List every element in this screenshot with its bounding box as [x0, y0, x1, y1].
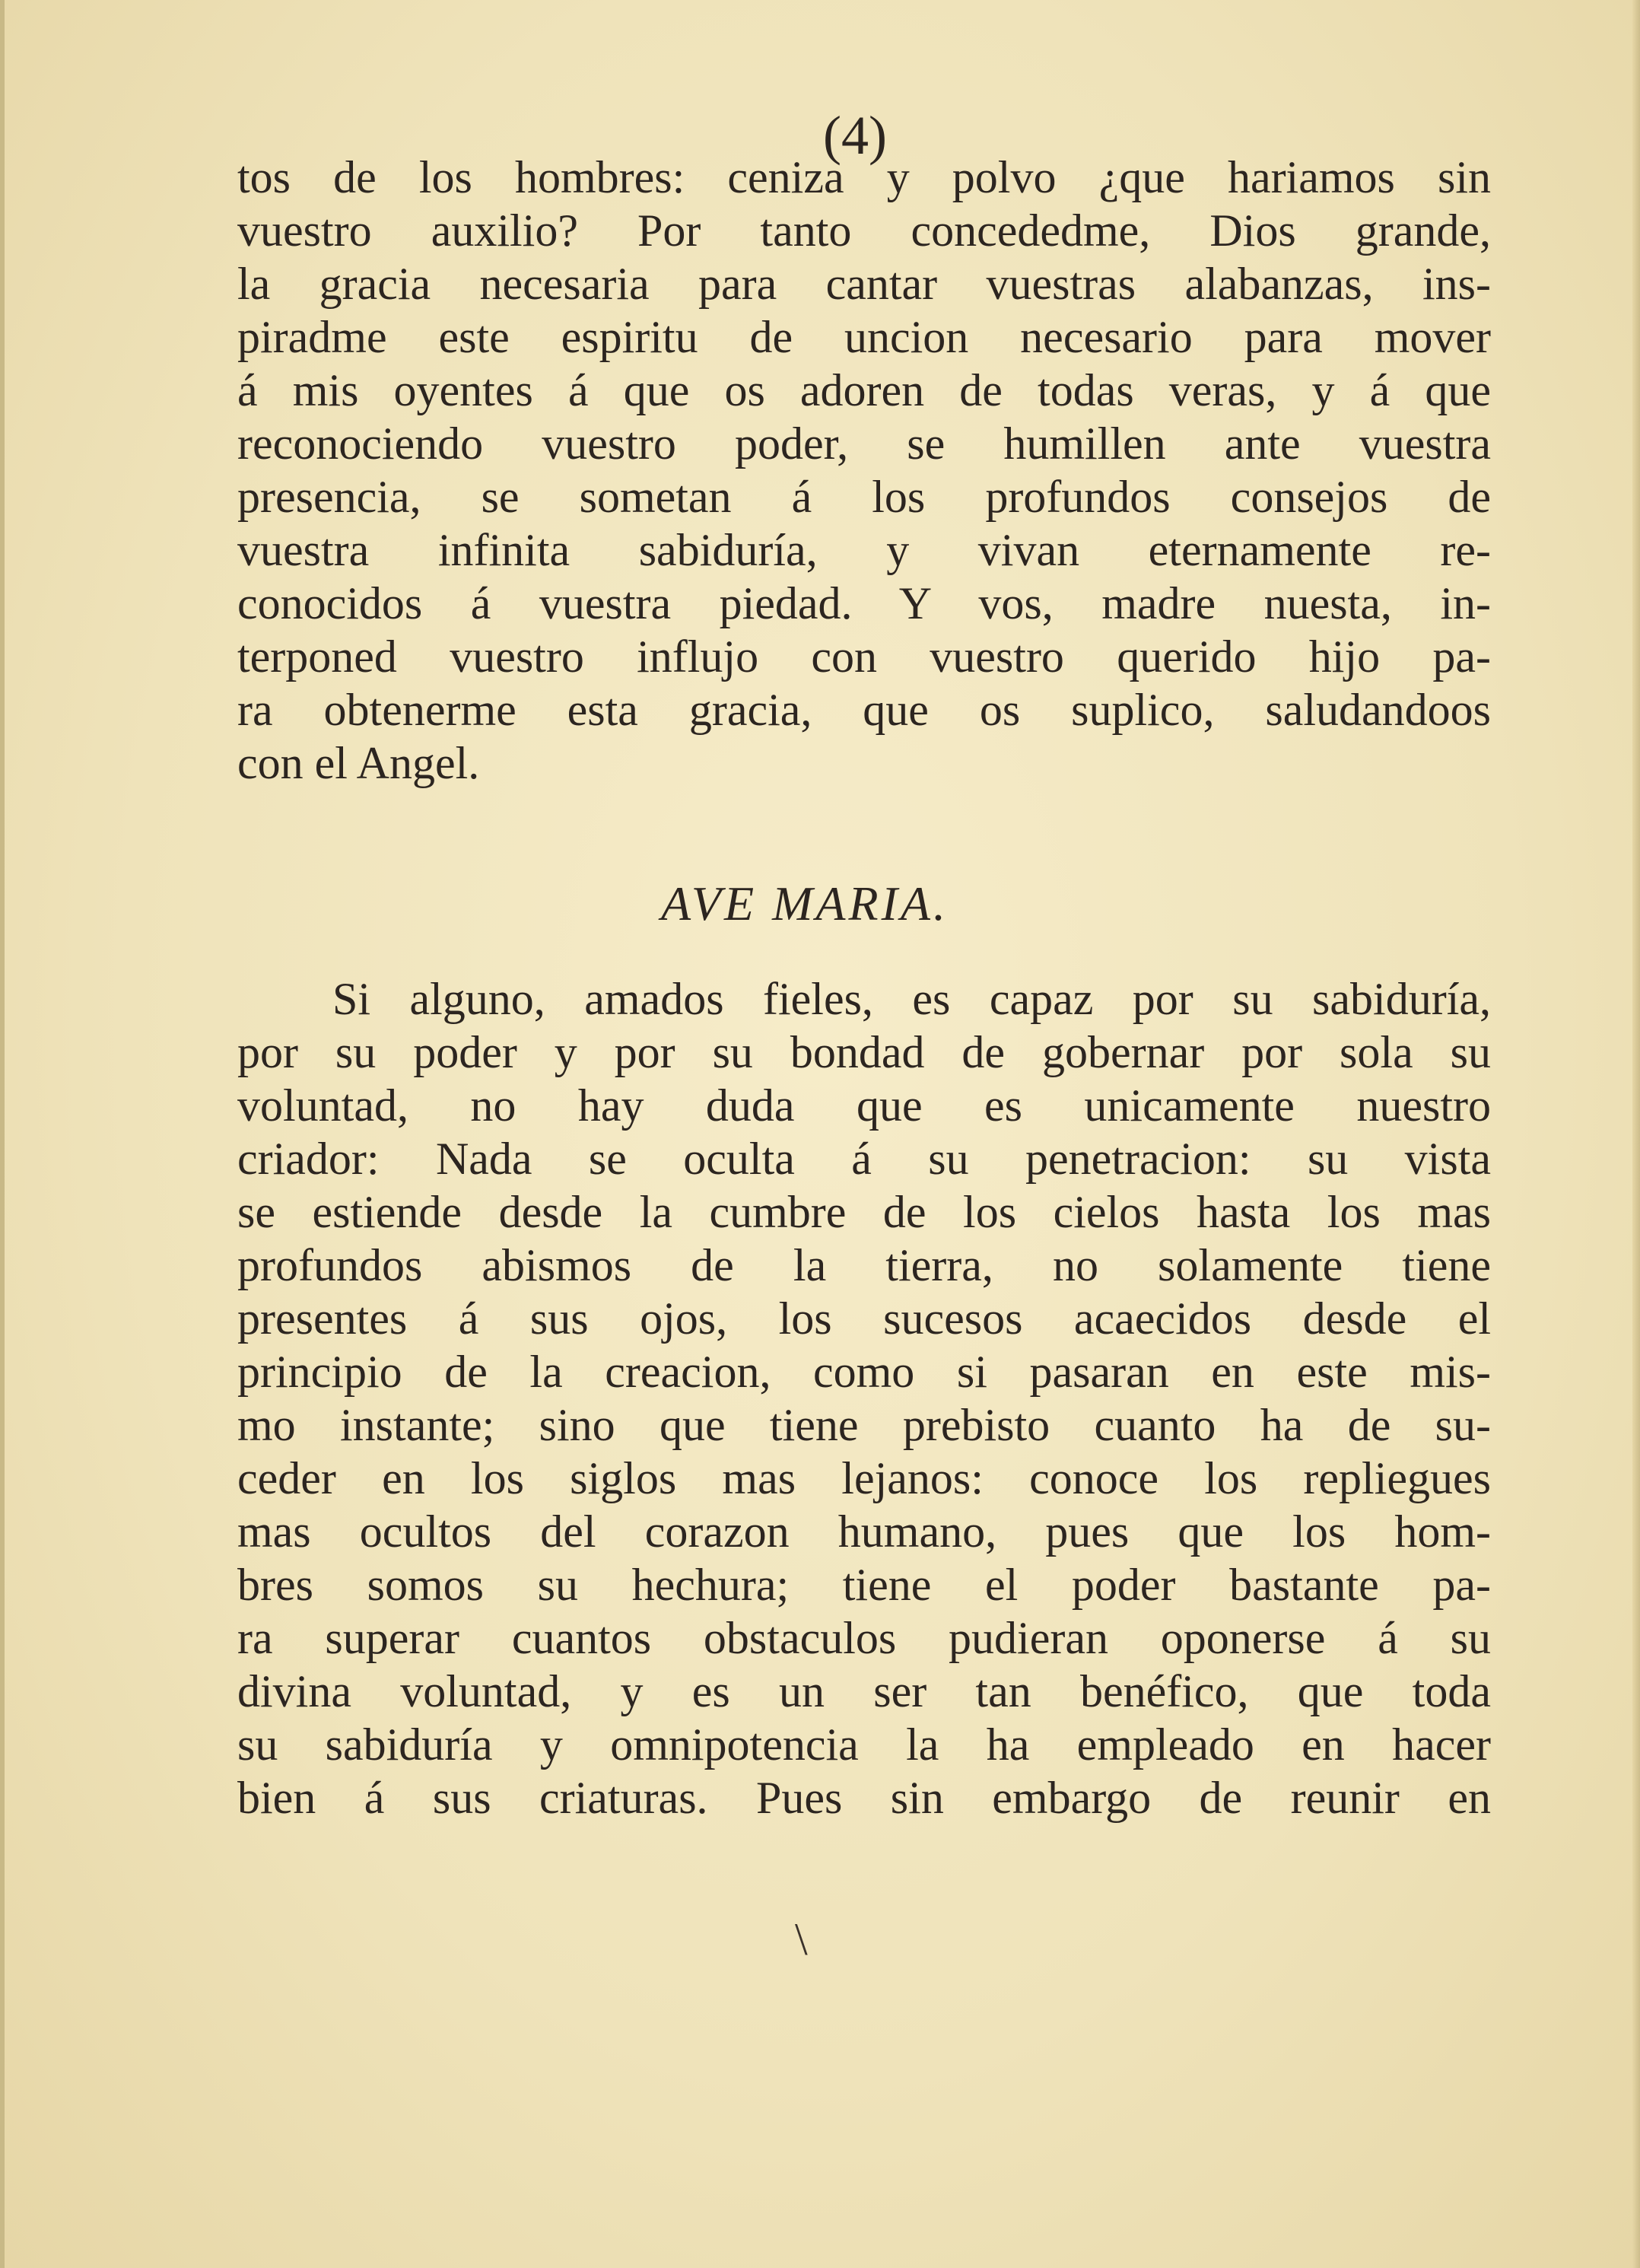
text-line: tos de los hombres: ceniza y polvo ¿que hariamos sin	[237, 152, 1491, 202]
page-right-edge	[1632, 0, 1640, 2268]
text-line: criador: Nada se oculta á su penetracion: su vista	[237, 1134, 1491, 1184]
text-line: profundos abismos de la tierra, no solamente tiene	[237, 1240, 1491, 1290]
text-line: bres somos su hechura; tiene el poder bastante pa-	[237, 1560, 1491, 1610]
text-line: vuestro auxilio? Por tanto concededme, Dios grande,	[237, 205, 1491, 256]
text-line: se estiende desde la cumbre de los cielos hasta los mas	[237, 1187, 1491, 1237]
text-line: á mis oyentes á que os adoren de todas veras, y á que	[237, 365, 1491, 415]
text-line: piradme este espiritu de uncion necesario para mover	[237, 312, 1491, 362]
text-line: la gracia necesaria para cantar vuestras alabanzas, ins-	[237, 259, 1491, 309]
text-line: divina voluntad, y es un ser tan benéfico, que toda	[237, 1666, 1491, 1716]
text-line: mo instante; sino que tiene prebisto cuanto ha de su-	[237, 1400, 1491, 1450]
paragraph-2	[237, 972, 1491, 1824]
text-line: ra superar cuantos obstaculos pudieran oponerse á su	[237, 1613, 1491, 1663]
text-line: presencia, se sometan á los profundos consejos de	[237, 472, 1491, 522]
text-line: reconociendo vuestro poder, se humillen ante vuestra	[237, 418, 1491, 469]
text-line: con el Angel.	[237, 738, 480, 788]
text-line: su sabiduría y omnipotencia la ha empleado en hacer	[237, 1719, 1491, 1770]
section-heading: AVE MARIA.	[661, 876, 949, 930]
text-line: por su poder y por su bondad de gobernar por sola su	[237, 1027, 1491, 1077]
text-line: bien á sus criaturas. Pues sin embargo de reunir en	[237, 1773, 1491, 1823]
text-line: terponed vuestro influjo con vuestro querido hijo pa-	[237, 631, 1491, 682]
text-line: ra obtenerme esta gracia, que os suplico, saludandoos	[237, 685, 1491, 735]
text-line: vuestra infinita sabiduría, y vivan eternamente re-	[237, 525, 1491, 575]
page-number: (4)	[823, 105, 887, 166]
text-line: conocidos á vuestra piedad. Y vos, madre nuesta, in-	[237, 578, 1491, 628]
text-line: ceder en los siglos mas lejanos: conoce los repliegues	[237, 1453, 1491, 1503]
text-line: Si alguno, amados fieles, es capaz por su sabiduría,	[332, 974, 1491, 1024]
text-line: presentes á sus ojos, los sucesos acaecidos desde el	[237, 1293, 1491, 1344]
text-line: principio de la creacion, como si pasaran en este mis-	[237, 1347, 1491, 1397]
text-line: mas ocultos del corazon humano, pues que los hom-	[237, 1506, 1491, 1557]
paragraph-1	[237, 151, 1491, 790]
text-line: voluntad, no hay duda que es unicamente nuestro	[237, 1080, 1491, 1131]
page-left-edge	[0, 0, 5, 2268]
signature-mark: \	[795, 1914, 808, 1964]
